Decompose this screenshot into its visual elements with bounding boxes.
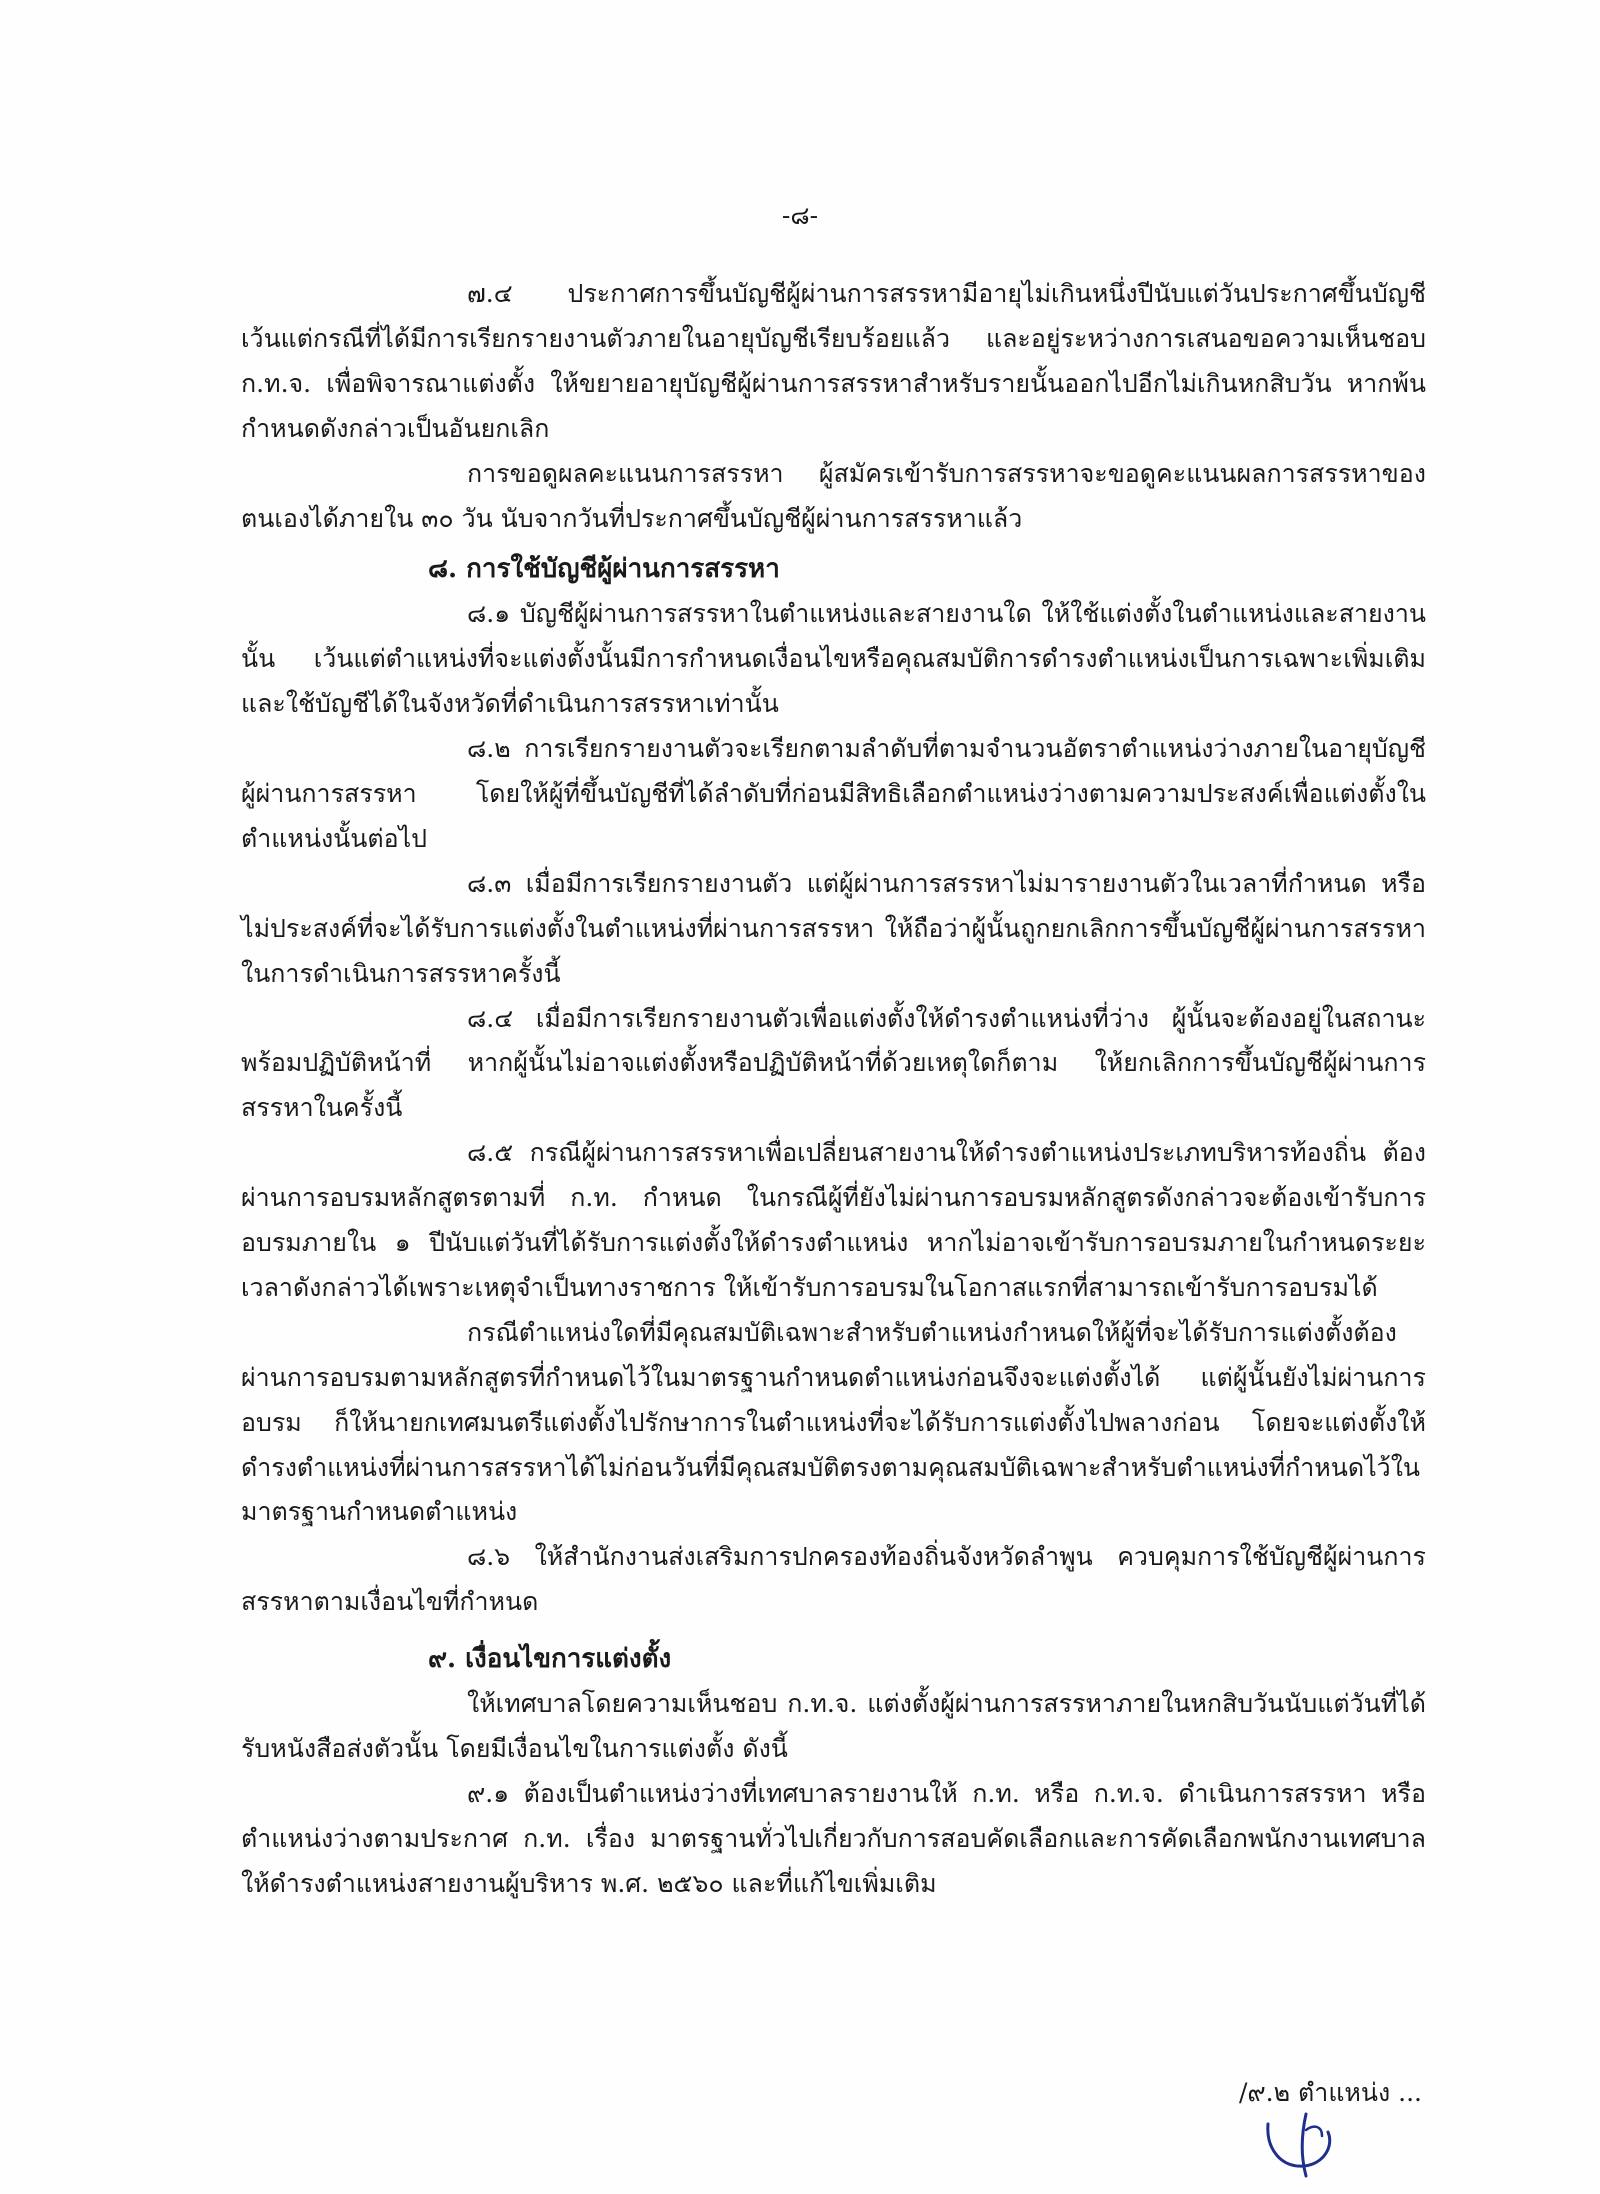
document-body [241, 272, 1426, 1907]
paragraph-8-3: ๘.๓ เมื่อมีการเรียกรายงานตัว แต่ผู้ผ่านการสรรหาไม่มารายงานตัวในเวลาที่กำหนด หรือไม่ประสงค์ที่จะได้รับการแต่งตั้งในตำแหน่งที่ผ่านการสรรหา ให้ถือว่าผู้นั้นถูกยกเลิกการขึ้นบัญชีผู้ผ่านการสรรหาในการดำเนินการสรรหาครั้งนี้ [241, 868, 1426, 988]
section-9-heading: ๙. เงื่อนไขการแต่งตั้ง [428, 1644, 672, 1675]
page-number: -๘- [781, 201, 819, 230]
paragraph-8-1: ๘.๑ บัญชีผู้ผ่านการสรรหาในตำแหน่งและสายงานใด ให้ใช้แต่งตั้งในตำแหน่งและสายงานนั้น เว้นแต่ตำแหน่งที่จะแต่งตั้งนั้นมีการกำหนดเงื่อนไขหรือคุณสมบัติการดำรงตำแหน่งเป็นการเฉพาะเพิ่มเติม และใช้บัญชีได้ในจังหวัดที่ดำเนินการสรรหาเท่านั้น [241, 599, 1426, 719]
paragraph-8-4: ๘.๔ เมื่อมีการเรียกรายงานตัวเพื่อแต่งตั้งให้ดำรงตำแหน่งที่ว่าง ผู้นั้นจะต้องอยู่ในสถานะพร้อมปฏิบัติหน้าที่ หากผู้นั้นไม่อาจแต่งตั้งหรือปฏิบัติหน้าที่ด้วยเหตุใดก็ตาม ให้ยกเลิกการขึ้นบัญชีผู้ผ่านการสรรหาในครั้งนี้ [241, 1003, 1426, 1123]
paragraph-8-5-special: กรณีตำแหน่งใดที่มีคุณสมบัติเฉพาะสำหรับตำแหน่งกำหนดให้ผู้ที่จะได้รับการแต่งตั้งต้องผ่านการอบรมตามหลักสูตรที่กำหนดไว้ในมาตรฐานกำหนดตำแหน่งก่อนจึงจะแต่งตั้งได้ แต่ผู้นั้นยังไม่ผ่านการอบรม ก็ให้นายกเทศมนตรีแต่งตั้งไปรักษาการในตำแหน่งที่จะได้รับการแต่งตั้งไปพลางก่อน โดยจะแต่งตั้งให้ดำรงตำแหน่งที่ผ่านการสรรหาได้ไม่ก่อนวันที่มีคุณสมบัติตรงตามคุณสมบัติเฉพาะสำหรับตำแหน่งที่กำหนดไว้ในมาตรฐานกำหนดตำแหน่ง [241, 1317, 1426, 1527]
paragraph-score-review: การขอดูผลคะแนนการสรรหา ผู้สมัครเข้ารับการสรรหาจะขอดูคะแนนผลการสรรหาของตนเองได้ภายใน ๓๐ วัน นับจากวันที่ประกาศขึ้นบัญชีผู้ผ่านการสรรหาแล้ว [241, 458, 1426, 533]
paragraph-8-5: ๘.๕ กรณีผู้ผ่านการสรรหาเพื่อเปลี่ยนสายงานให้ดำรงตำแหน่งประเภทบริหารท้องถิ่น ต้องผ่านการอบรมหลักสูตรตามที่ ก.ท. กำหนด ในกรณีผู้ที่ยังไม่ผ่านการอบรมหลักสูตรดังกล่าวจะต้องเข้ารับการอบรมภายใน ๑ ปีนับแต่วันที่ได้รับการแต่งตั้งให้ดำรงตำแหน่ง หากไม่อาจเข้ารับการอบรมภายในกำหนดระยะเวลาดังกล่าวได้เพราะเหตุจำเป็นทางราชการ ให้เข้ารับการอบรมในโอกาสแรกที่สามารถเข้ารับการอบรมได้ [241, 1138, 1426, 1302]
section-8-heading: ๘. การใช้บัญชีผู้ผ่านการสรรหา [428, 554, 780, 585]
paragraph-9-intro: ให้เทศบาลโดยความเห็นชอบ ก.ท.จ. แต่งตั้งผู้ผ่านการสรรหาภายในหกสิบวันนับแต่วันที่ได้รับหนังสือส่งตัวนั้น โดยมีเงื่อนไขในการแต่งตั้ง ดังนี้ [241, 1689, 1426, 1763]
paragraph-8-6: ๘.๖ ให้สำนักงานส่งเสริมการปกครองท้องถิ่นจังหวัดลำพูน ควบคุมการใช้บัญชีผู้ผ่านการสรรหาตามเงื่อนไขที่กำหนด [241, 1542, 1426, 1617]
paragraph-9-1: ๙.๑ ต้องเป็นตำแหน่งว่างที่เทศบาลรายงานให้ ก.ท. หรือ ก.ท.จ. ดำเนินการสรรหา หรือตำแหน่งว่างตามประกาศ ก.ท. เรื่อง มาตรฐานทั่วไปเกี่ยวกับการสอบคัดเลือกและการคัดเลือกพนักงานเทศบาลให้ดำรงตำแหน่งสายงานผู้บริหาร พ.ศ. ๒๕๖๐ และที่แก้ไขเพิ่มเติม [241, 1778, 1426, 1898]
paragraph-8-2: ๘.๒ การเรียกรายงานตัวจะเรียกตามลำดับที่ตามจำนวนอัตราตำแหน่งว่างภายในอายุบัญชีผู้ผ่านการสรรหา โดยให้ผู้ที่ขึ้นบัญชีที่ได้ลำดับที่ก่อนมีสิทธิเลือกตำแหน่งว่างตามความประสงค์เพื่อแต่งตั้งในตำแหน่งนั้นต่อไป [241, 734, 1426, 853]
signature-icon [1262, 2110, 1352, 2180]
continuation-note: /๙.๒ ตำแหน่ง ... [1238, 2078, 1422, 2107]
paragraph-7-4: ๗.๔ ประกาศการขึ้นบัญชีผู้ผ่านการสรรหามีอายุไม่เกินหนึ่งปีนับแต่วันประกาศขึ้นบัญชี เว้นแต่กรณีที่ได้มีการเรียกรายงานตัวภายในอายุบัญชีเรียบร้อยแล้ว และอยู่ระหว่างการเสนอขอความเห็นชอบ ก.ท.จ. เพื่อพิจารณาแต่งตั้ง ให้ขยายอายุบัญชีผู้ผ่านการสรรหาสำหรับรายนั้นออกไปอีกไม่เกินหกสิบวัน หากพ้นกำหนดดังกล่าวเป็นอันยกเลิก [241, 279, 1426, 443]
